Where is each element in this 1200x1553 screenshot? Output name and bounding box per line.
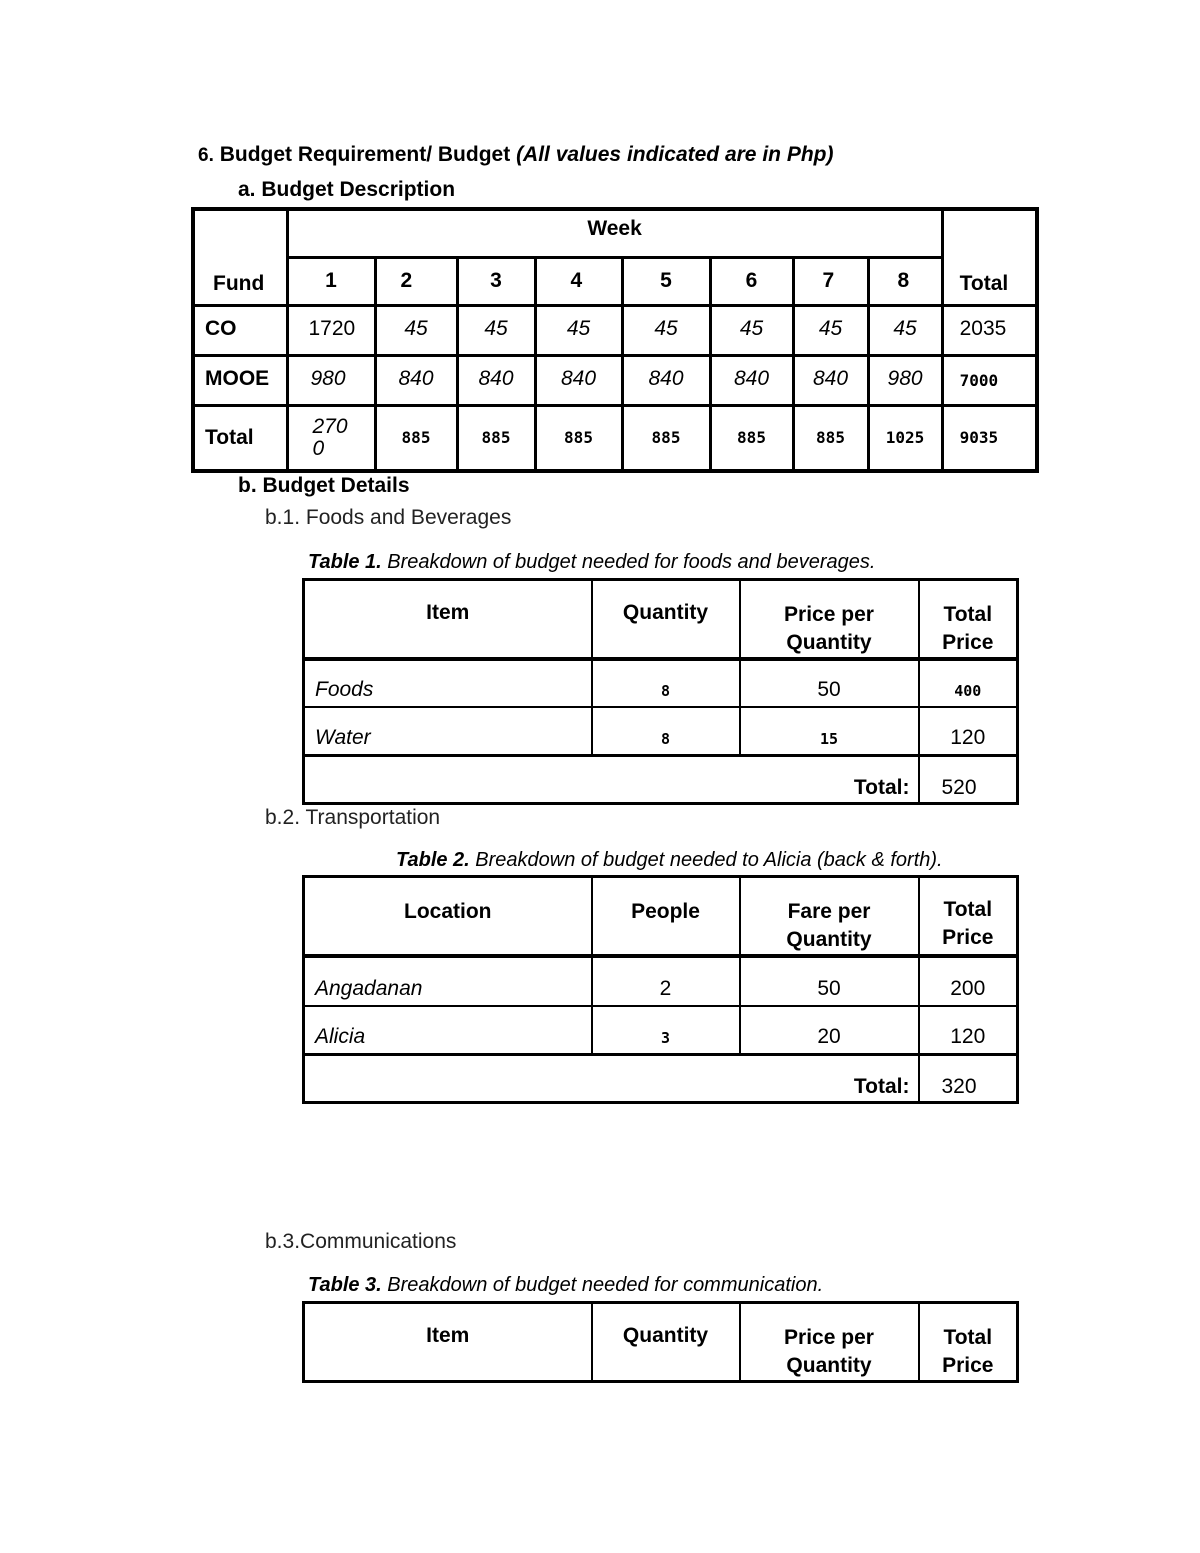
mooe-week-8: 980 [868, 355, 942, 405]
header-item: Item [304, 1303, 592, 1382]
fund-mooe: MOOE [193, 355, 287, 405]
total-week-2: 885 [375, 405, 457, 471]
total-week-5: 885 [622, 405, 710, 471]
water-total: 120 [919, 707, 1018, 755]
water-qty: 8 [592, 707, 740, 755]
alicia-people: 3 [592, 1006, 740, 1054]
header-price-per-quantity: Price per Quantity [740, 580, 919, 660]
total-week-6: 885 [710, 405, 793, 471]
transport-total-value: 320 [919, 1054, 1018, 1102]
header-fare-per-quantity: Fare per Quantity [740, 877, 919, 957]
section-heading [198, 143, 833, 167]
angadanan-location: Angadanan [304, 956, 592, 1006]
fund-co: CO [193, 305, 287, 355]
table-1-caption [308, 551, 875, 574]
mooe-week-4: 840 [535, 355, 622, 405]
budget-details-label: b. Budget Details [238, 474, 410, 497]
table-row [193, 355, 1037, 405]
transport-total-label: Total: [304, 1054, 919, 1102]
table-row [304, 1054, 1018, 1102]
header-total-price: Total Price [919, 1303, 1018, 1382]
table-row [304, 707, 1018, 755]
co-week-7: 45 [793, 305, 868, 355]
mooe-week-3: 840 [457, 355, 535, 405]
table-2-caption-text: Breakdown of budget needed to Alicia (back & forth). [469, 849, 943, 871]
header-quantity: Quantity [592, 580, 740, 660]
section-number: 6. [198, 145, 214, 166]
header-people: People [592, 877, 740, 957]
mooe-week-7: 840 [793, 355, 868, 405]
section-title: Budget Requirement/ Budget [219, 143, 511, 166]
alicia-total: 120 [919, 1006, 1018, 1054]
co-week-8: 45 [868, 305, 942, 355]
co-week-5: 45 [622, 305, 710, 355]
section-note: (All values indicated are in Php) [516, 143, 834, 166]
total-week-7: 885 [793, 405, 868, 471]
total-week-1-line-2: 0 [312, 436, 325, 460]
co-week-4: 45 [535, 305, 622, 355]
communications-table [302, 1301, 1019, 1383]
header-price-per-quantity: Price per Quantity [740, 1303, 919, 1382]
table-2-caption-number: Table 2. [396, 849, 470, 871]
foods-total-value: 520 [919, 755, 1018, 803]
week-2-header: 2 [375, 257, 457, 305]
angadanan-people: 2 [592, 956, 740, 1006]
header-quantity: Quantity [592, 1303, 740, 1382]
week-5-header: 5 [622, 257, 710, 305]
mooe-week-5: 840 [622, 355, 710, 405]
table-row [193, 305, 1037, 355]
fund-total: Total [193, 405, 287, 471]
table-row [304, 659, 1018, 707]
header-location: Location [304, 877, 592, 957]
fund-header: Fund [193, 209, 287, 305]
co-week-6: 45 [710, 305, 793, 355]
grand-total: 9035 [942, 405, 1037, 471]
water-item: Water [304, 707, 592, 755]
total-week-1-line-1: 270 [312, 414, 348, 438]
table-row [304, 1006, 1018, 1054]
mooe-week-2: 840 [375, 355, 457, 405]
mooe-week-6: 840 [710, 355, 793, 405]
total-week-4: 885 [535, 405, 622, 471]
table-2-caption [396, 849, 943, 872]
mooe-week-1: 980 [287, 355, 375, 405]
header-item: Item [304, 580, 592, 660]
foods-price: 50 [740, 659, 919, 707]
total-week-8: 1025 [868, 405, 942, 471]
week-8-header: 8 [868, 257, 942, 305]
total-header: Total [942, 209, 1037, 305]
transport-table [302, 875, 1019, 1104]
total-week-3: 885 [457, 405, 535, 471]
budget-description-label: a. Budget Description [238, 178, 456, 201]
co-week-3: 45 [457, 305, 535, 355]
co-total: 2035 [942, 305, 1037, 355]
angadanan-fare: 50 [740, 956, 919, 1006]
co-week-2: 45 [375, 305, 457, 355]
foods-item: Foods [304, 659, 592, 707]
table-3-caption-text: Breakdown of budget needed for communication. [381, 1274, 824, 1296]
table-row [304, 755, 1018, 803]
mooe-total: 7000 [942, 355, 1037, 405]
foods-total: 400 [919, 659, 1018, 707]
week-6-header: 6 [710, 257, 793, 305]
week-4-header: 4 [535, 257, 622, 305]
alicia-location: Alicia [304, 1006, 592, 1054]
foods-total-label: Total: [304, 755, 919, 803]
week-3-header: 3 [457, 257, 535, 305]
table-1-caption-text: Breakdown of budget needed for foods and beverages. [381, 551, 876, 573]
foods-label: b.1. Foods and Beverages [265, 506, 512, 529]
total-week-1 [287, 405, 375, 471]
water-price: 15 [740, 707, 919, 755]
table-3-caption-number: Table 3. [308, 1274, 382, 1296]
budget-description-table [191, 207, 1039, 473]
week-7-header: 7 [793, 257, 868, 305]
table-row [304, 956, 1018, 1006]
table-3-caption [308, 1274, 823, 1297]
header-total-price: Total Price [919, 877, 1018, 957]
transport-label: b.2. Transportation [265, 806, 441, 829]
table-row [193, 405, 1037, 471]
co-week-1: 1720 [287, 305, 375, 355]
foods-qty: 8 [592, 659, 740, 707]
week-header: Week [287, 209, 942, 257]
angadanan-total: 200 [919, 956, 1018, 1006]
communications-label: b.3.Communications [265, 1230, 457, 1253]
alicia-fare: 20 [740, 1006, 919, 1054]
week-1-header: 1 [287, 257, 375, 305]
header-total-price: Total Price [919, 580, 1018, 660]
foods-table [302, 578, 1019, 805]
table-1-caption-number: Table 1. [308, 551, 382, 573]
